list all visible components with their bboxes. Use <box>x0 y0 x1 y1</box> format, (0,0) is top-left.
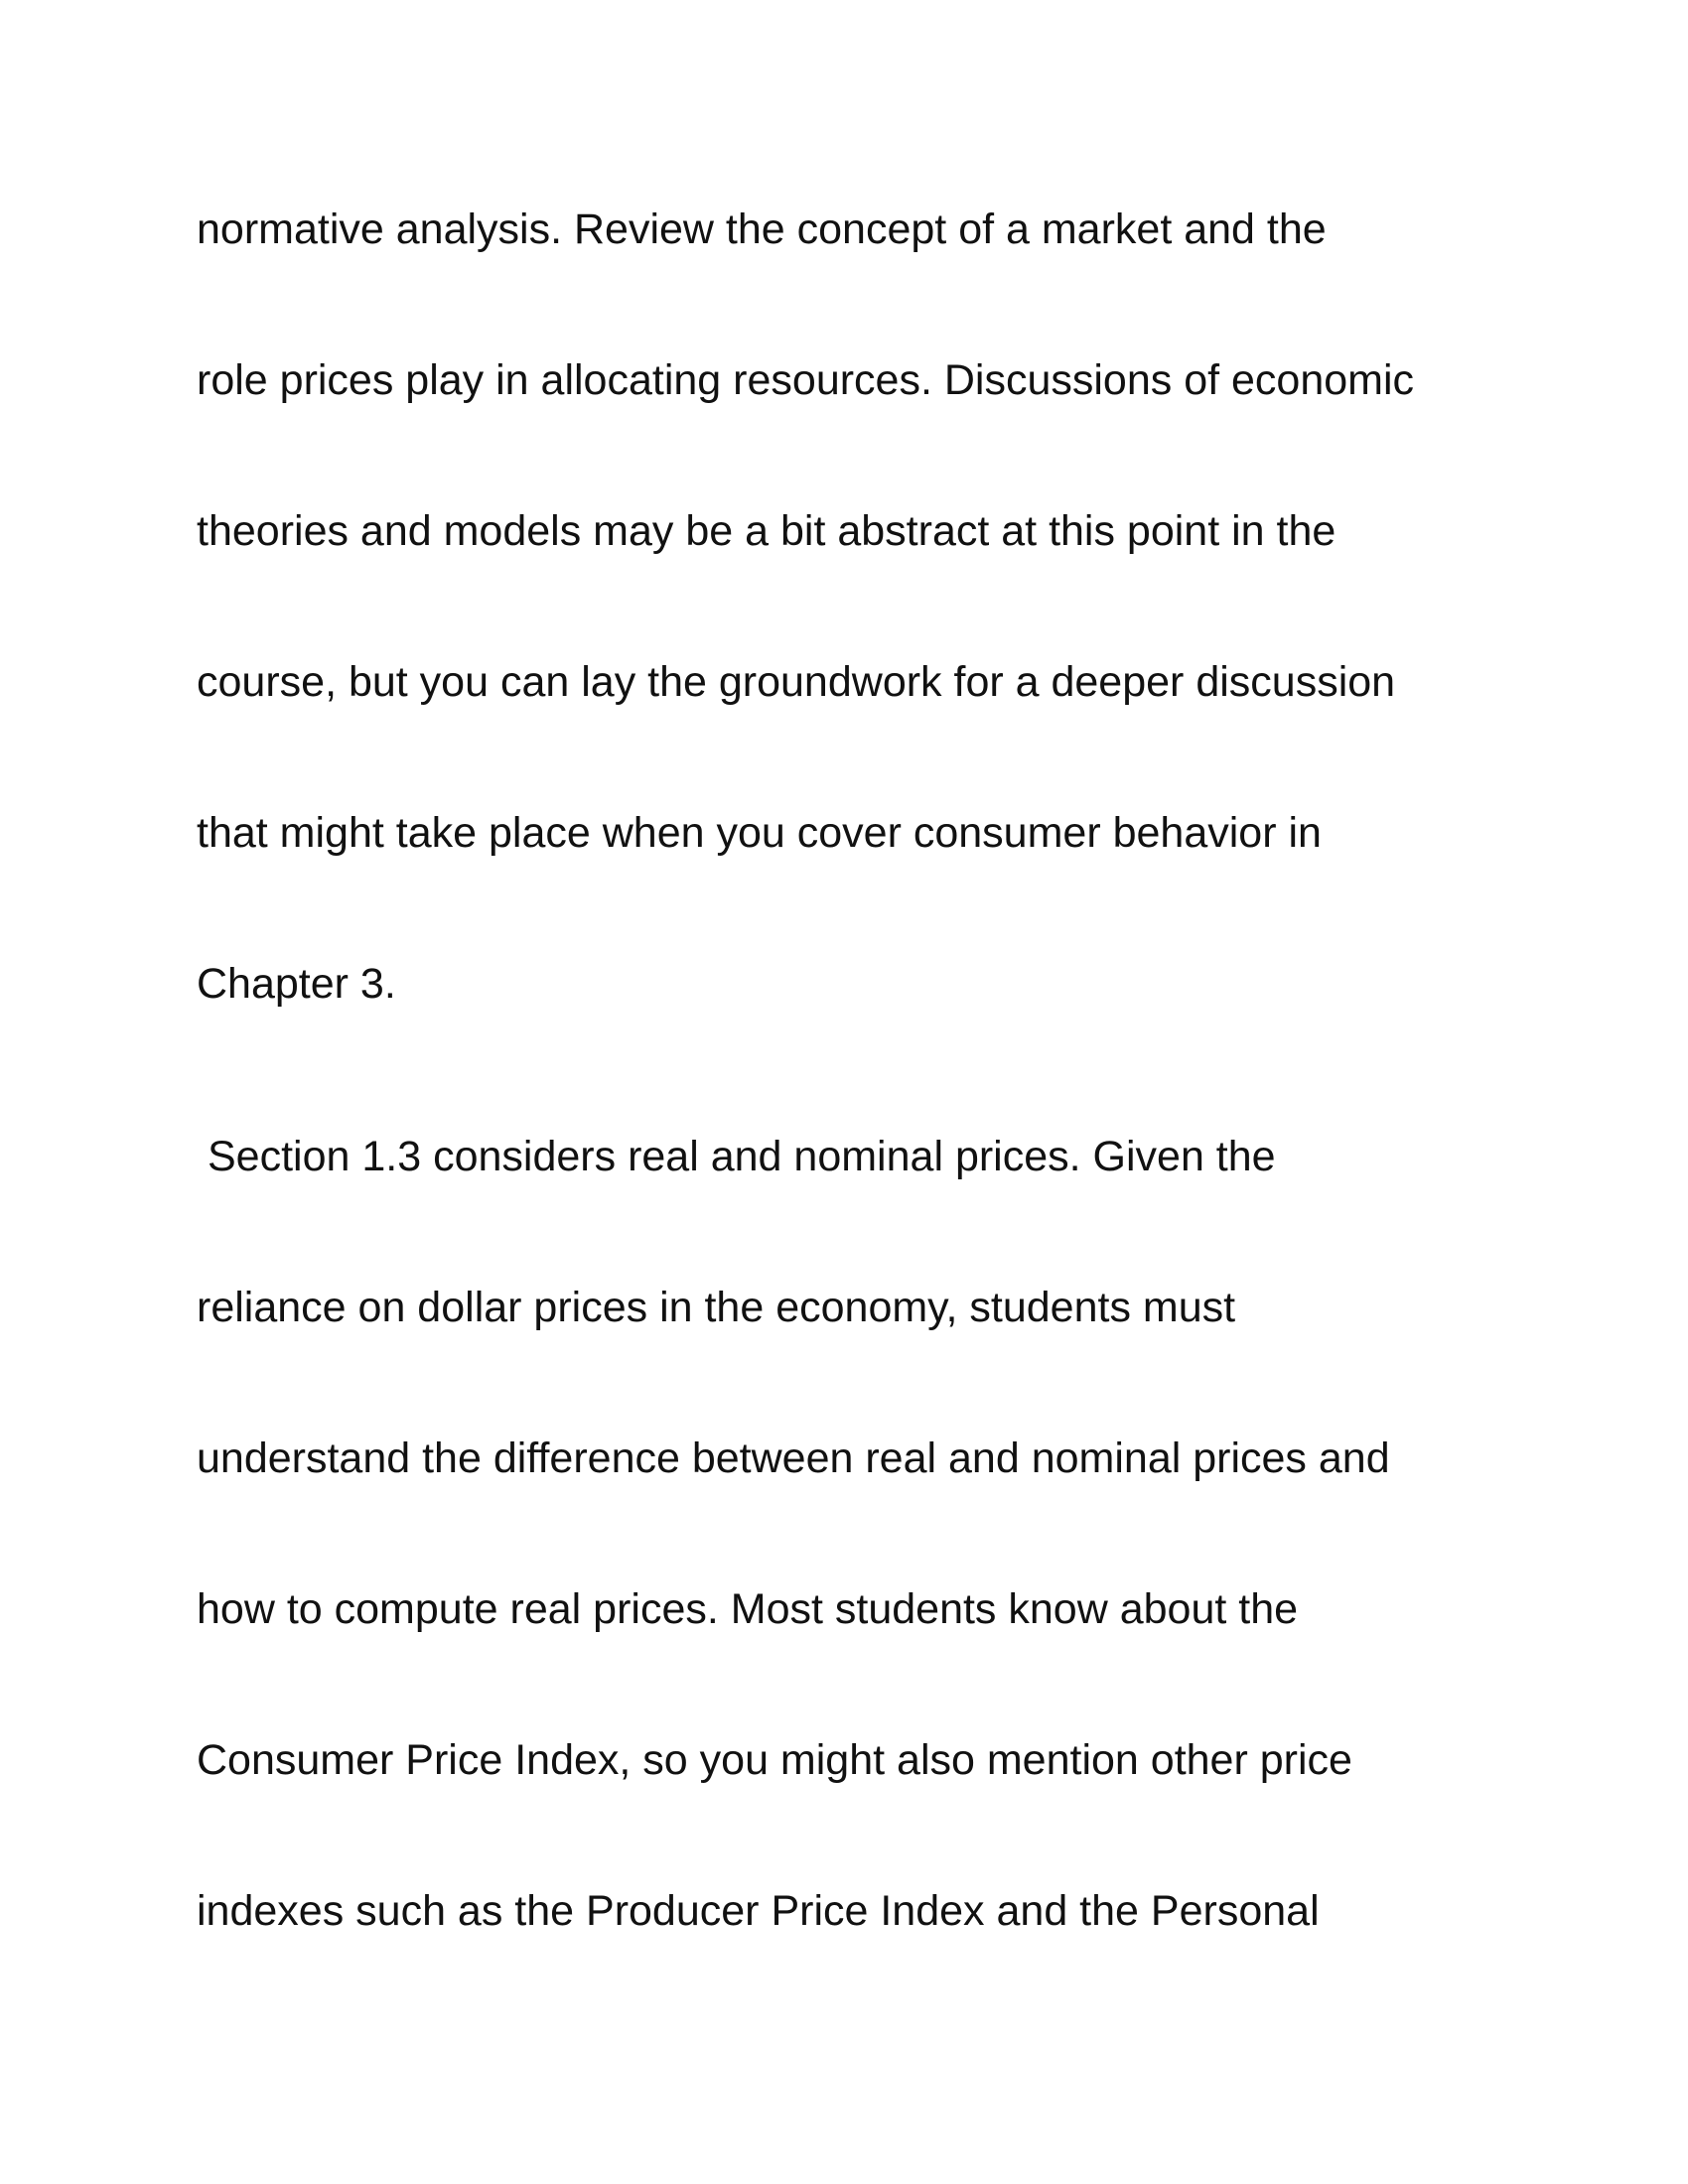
paragraph-line: Chapter 3. <box>197 960 396 1008</box>
paragraph-line: role prices play in allocating resources. Discussions of economic <box>197 356 1415 404</box>
paragraph-line: that might take place when you cover consumer behavior in <box>197 809 1322 857</box>
paragraph-line: course, but you can lay the groundwork for a deeper discussion <box>197 658 1396 706</box>
paragraph-line: normative analysis. Review the concept of a market and the <box>197 205 1327 253</box>
paragraph-line: how to compute real prices. Most students know about the <box>197 1585 1299 1633</box>
paragraph-line: understand the difference between real and nominal prices and <box>197 1434 1390 1482</box>
paragraph-line: Section 1.3 considers real and nominal prices. Given the <box>208 1133 1276 1180</box>
paragraph-line: reliance on dollar prices in the economy, students must <box>197 1284 1236 1331</box>
paragraph-line: Consumer Price Index, so you might also mention other price <box>197 1736 1352 1784</box>
paragraph-line: theories and models may be a bit abstract at this point in the <box>197 507 1336 555</box>
paragraph-line: indexes such as the Producer Price Index and the Personal <box>197 1887 1320 1935</box>
